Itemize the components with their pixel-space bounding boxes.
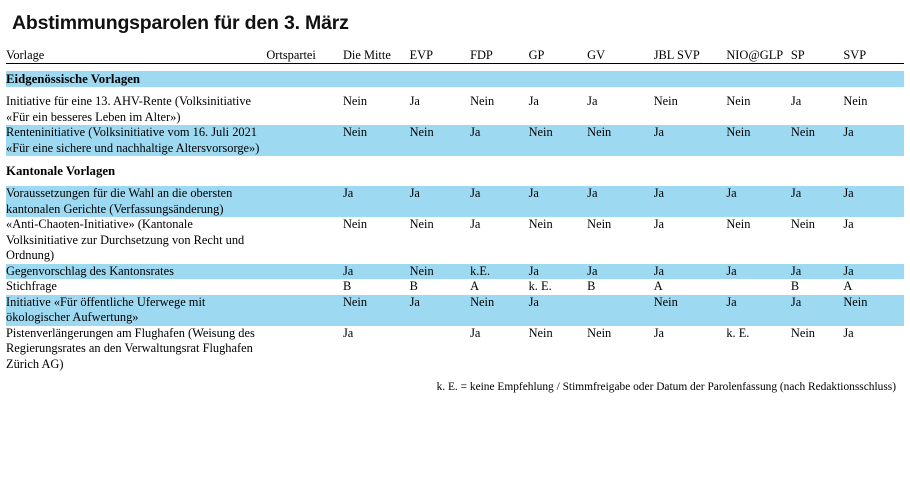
table-body [6,64,904,373]
section-title: Eidgenössische Vorlagen [6,71,904,87]
cell-gv: Nein [587,217,654,264]
column-header-sp: SP [791,48,843,64]
cell-gp: Nein [529,125,588,156]
cell-sp: Nein [791,326,843,373]
table-row [6,264,904,280]
cell-svp: A [843,279,904,295]
row-label: Initiative für eine 13. AHV-Rente (Volksinitiative «Für ein besseres Leben im Alter») [6,94,266,125]
cell-gv [587,295,654,326]
spacer-row [6,156,904,163]
cell-die-mitte: B [343,279,410,295]
cell-die-mitte: Nein [343,94,410,125]
cell-fdp: Ja [470,186,529,217]
column-header-jbl-svp: JBL SVP [654,48,727,64]
cell-gv: B [587,279,654,295]
cell-nio-glp: Nein [726,125,791,156]
cell-ortspartei [266,186,343,217]
column-header-nio-glp: NIO@GLP [726,48,791,64]
cell-gp: Ja [529,295,588,326]
cell-ortspartei [266,125,343,156]
cell-nio-glp: Nein [726,217,791,264]
cell-jbl-svp: Ja [654,125,727,156]
cell-evp: Ja [410,295,471,326]
column-header-die-mitte: Die Mitte [343,48,410,64]
cell-die-mitte: Nein [343,217,410,264]
voting-recommendations-table [6,48,904,372]
row-label: Initiative «Für öffentliche Uferwege mit ökologischer Aufwertung» [6,295,266,326]
cell-evp [410,326,471,373]
row-label: Voraussetzungen für die Wahl an die obersten kantonalen Gerichte (Verfassungsänderung) [6,186,266,217]
table-row [6,186,904,217]
table-row [6,279,904,295]
row-label: Gegenvorschlag des Kantonsrates [6,264,266,280]
cell-evp: Ja [410,186,471,217]
cell-gv: Nein [587,125,654,156]
cell-svp: Nein [843,295,904,326]
cell-die-mitte: Ja [343,264,410,280]
cell-gp: Ja [529,264,588,280]
cell-fdp: Ja [470,326,529,373]
cell-nio-glp [726,279,791,295]
row-label: «Anti-Chaoten-Initiative» (Kantonale Volksinitiative zur Durchsetzung von Recht und Ordnung) [6,217,266,264]
cell-fdp: Ja [470,217,529,264]
cell-nio-glp: Ja [726,264,791,280]
cell-gv: Nein [587,326,654,373]
cell-ortspartei [266,279,343,295]
cell-fdp: k.E. [470,264,529,280]
cell-ortspartei [266,94,343,125]
cell-sp: Nein [791,217,843,264]
table-header [6,48,904,64]
cell-sp: Ja [791,186,843,217]
spacer-row [6,87,904,94]
table-row [6,94,904,125]
column-header-gv: GV [587,48,654,64]
cell-nio-glp: Ja [726,186,791,217]
cell-gv: Ja [587,94,654,125]
cell-gp: Ja [529,94,588,125]
cell-die-mitte: Nein [343,295,410,326]
table-row [6,326,904,373]
spacer-row [6,64,904,72]
cell-nio-glp: Ja [726,295,791,326]
cell-fdp: Nein [470,94,529,125]
table-row [6,217,904,264]
cell-jbl-svp: A [654,279,727,295]
cell-jbl-svp: Ja [654,186,727,217]
table-row [6,125,904,156]
table-row [6,295,904,326]
column-header-gp: GP [529,48,588,64]
column-header-vorlage: Vorlage [6,48,266,64]
cell-nio-glp: k. E. [726,326,791,373]
cell-jbl-svp: Nein [654,94,727,125]
cell-sp: Nein [791,125,843,156]
cell-fdp: Ja [470,125,529,156]
cell-svp: Ja [843,217,904,264]
section-header-kantonale [6,163,904,179]
cell-jbl-svp: Ja [654,326,727,373]
cell-fdp: Nein [470,295,529,326]
spacer-row [6,179,904,186]
cell-die-mitte: Ja [343,186,410,217]
cell-svp: Ja [843,264,904,280]
column-header-fdp: FDP [470,48,529,64]
column-header-svp: SVP [843,48,904,64]
cell-nio-glp: Nein [726,94,791,125]
row-label: Pistenverlängerungen am Flughafen (Weisung des Regierungsrates an den Verwaltungsrat Flughafen Zürich AG) [6,326,266,373]
cell-evp: Nein [410,217,471,264]
cell-ortspartei [266,217,343,264]
cell-svp: Nein [843,94,904,125]
cell-jbl-svp: Nein [654,295,727,326]
cell-svp: Ja [843,125,904,156]
row-label: Renteninitiative (Volksinitiative vom 16. Juli 2021 «Für eine sichere und nachhaltige Altersvorsorge») [6,125,266,156]
section-title: Kantonale Vorlagen [6,163,904,179]
cell-sp: B [791,279,843,295]
cell-gv: Ja [587,264,654,280]
cell-svp: Ja [843,326,904,373]
cell-ortspartei [266,295,343,326]
cell-fdp: A [470,279,529,295]
cell-die-mitte: Ja [343,326,410,373]
cell-gv: Ja [587,186,654,217]
cell-jbl-svp: Ja [654,217,727,264]
cell-gp: Ja [529,186,588,217]
column-header-evp: EVP [410,48,471,64]
cell-ortspartei [266,264,343,280]
cell-evp: Nein [410,125,471,156]
cell-sp: Ja [791,295,843,326]
header-row [6,48,904,64]
column-header-ortspartei: Ortspartei [266,48,343,64]
cell-gp: Nein [529,326,588,373]
cell-evp: Ja [410,94,471,125]
row-label: Stichfrage [6,279,266,295]
cell-ortspartei [266,326,343,373]
table-footnote: k. E. = keine Empfehlung / Stimmfreigabe oder Datum der Parolenfassung (nach Redaktionsschluss) [436,381,896,393]
cell-jbl-svp: Ja [654,264,727,280]
cell-die-mitte: Nein [343,125,410,156]
cell-evp: B [410,279,471,295]
cell-sp: Ja [791,94,843,125]
cell-sp: Ja [791,264,843,280]
cell-gp: Nein [529,217,588,264]
cell-gp: k. E. [529,279,588,295]
page-title: Abstimmungsparolen für den 3. März [12,12,349,34]
cell-evp: Nein [410,264,471,280]
section-header-eidgenoessische [6,71,904,87]
cell-svp: Ja [843,186,904,217]
